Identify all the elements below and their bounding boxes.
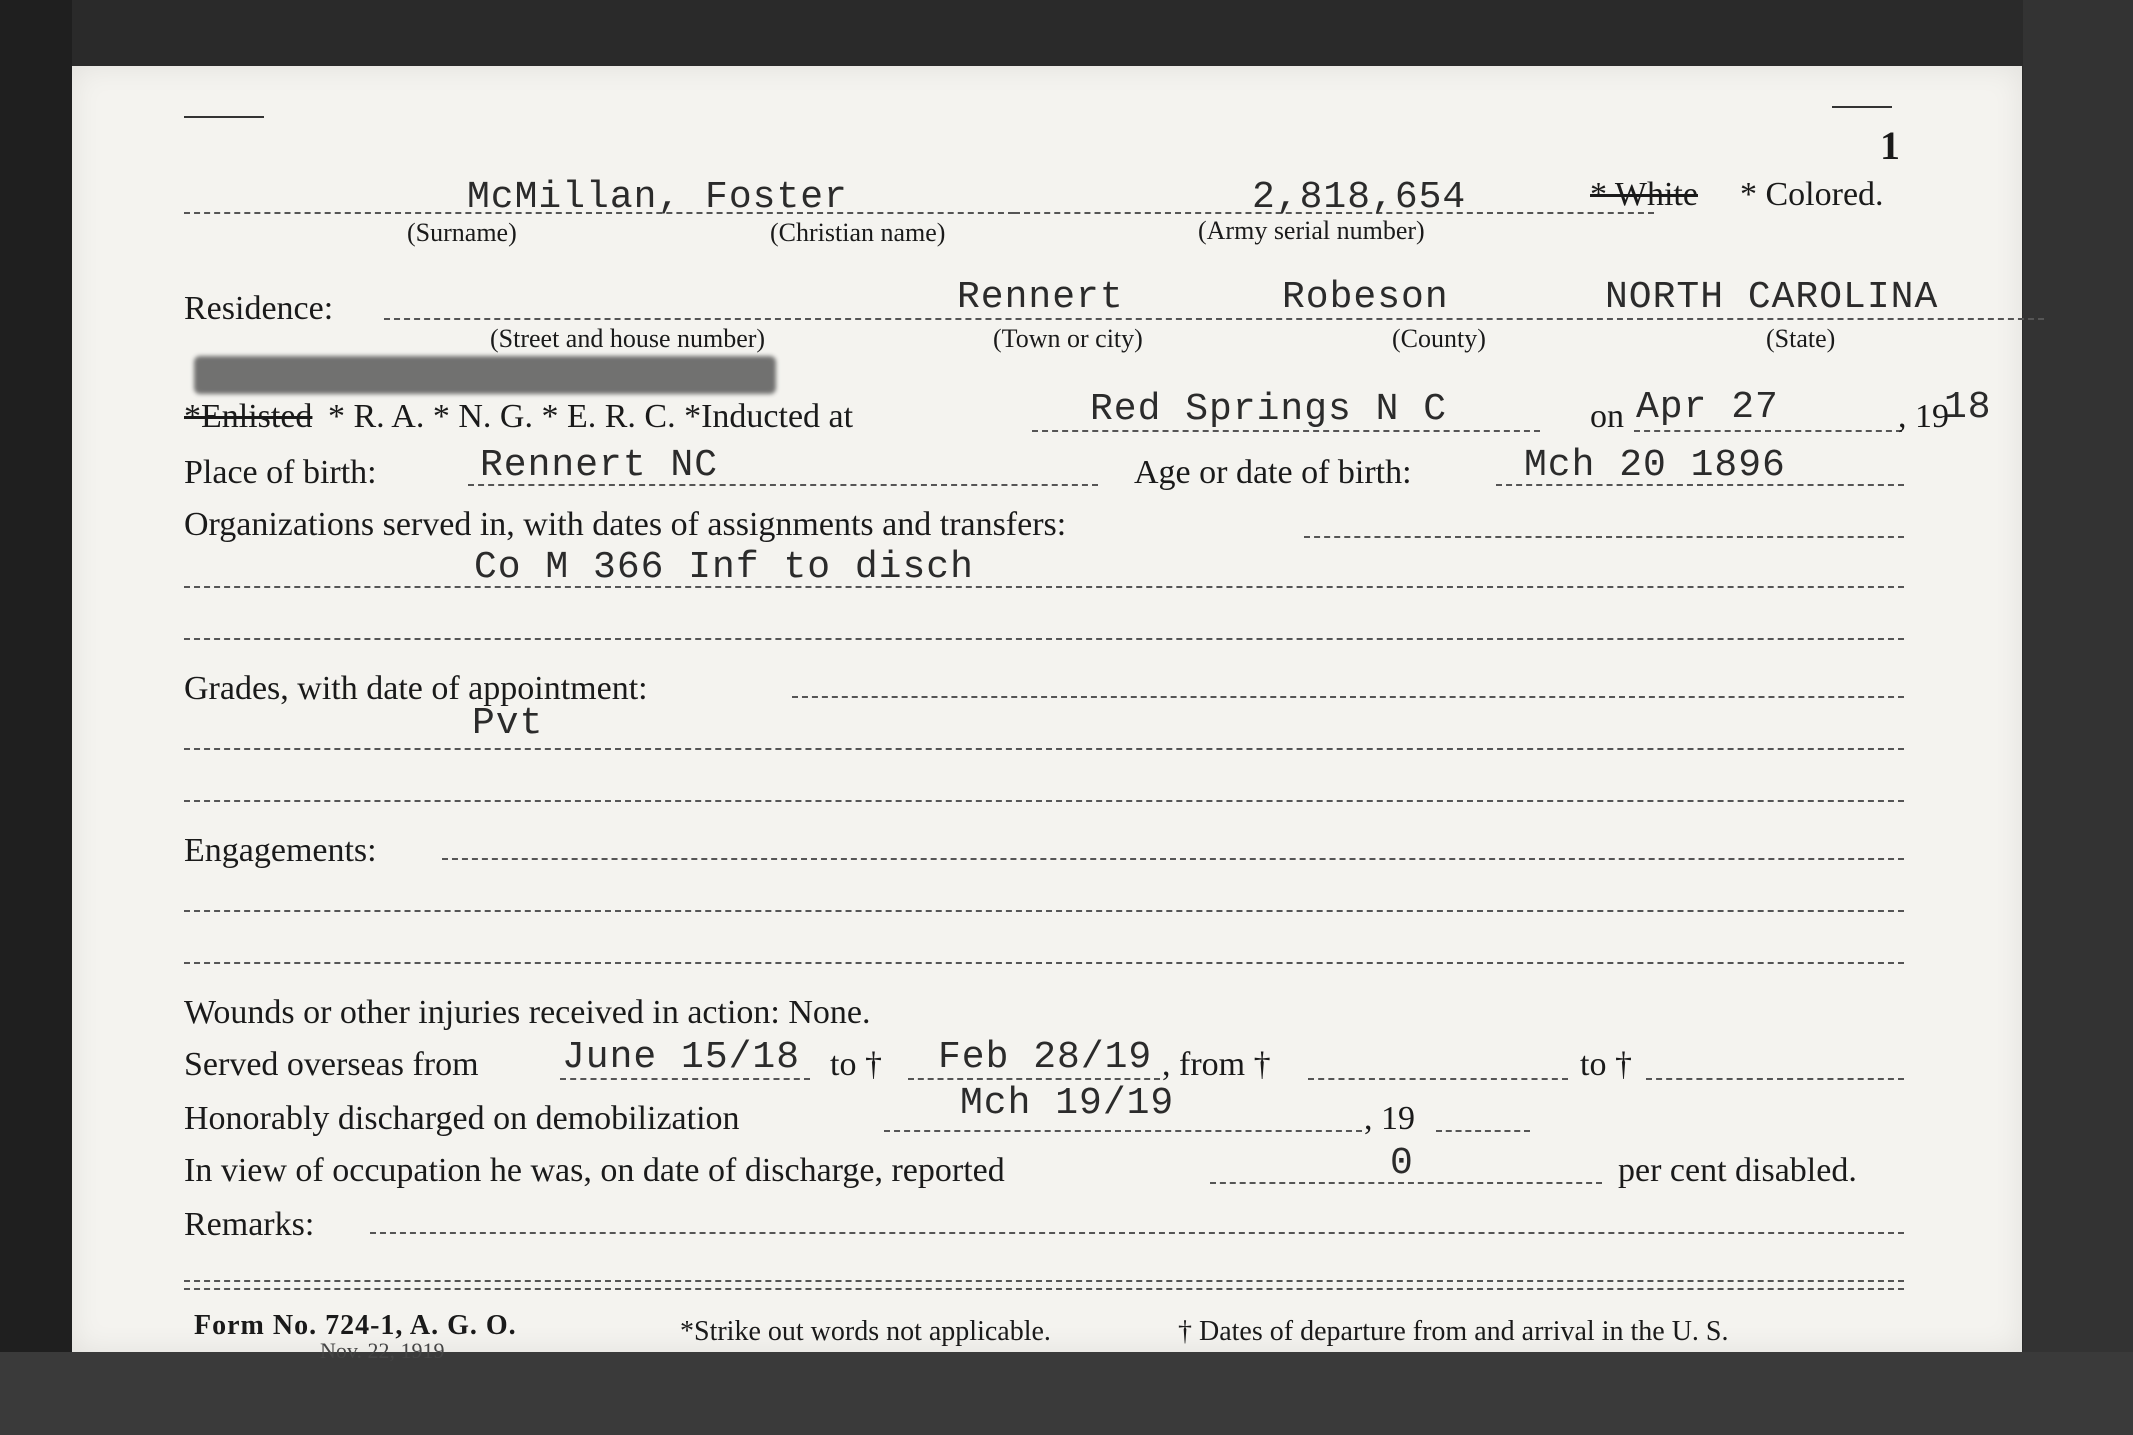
year-prefix-label: , 19 bbox=[1898, 398, 1949, 435]
race-colored-label: * Colored. bbox=[1740, 176, 1884, 213]
surname-value: McMillan, Foster bbox=[467, 176, 848, 219]
overseas-from-label-2: , from † bbox=[1162, 1046, 1271, 1083]
grades-value: Pvt bbox=[472, 702, 544, 745]
scan-border-left bbox=[0, 0, 72, 1435]
scan-border-bottom bbox=[0, 1352, 2133, 1435]
engagements-line-2 bbox=[184, 910, 1904, 912]
birth-date-value: Mch 20 1896 bbox=[1524, 444, 1786, 487]
birth-date-label: Age or date of birth: bbox=[1134, 454, 1412, 491]
disabled-label: In view of occupation he was, on date of discharge, reported bbox=[184, 1152, 1005, 1189]
remarks-line-2 bbox=[184, 1280, 1904, 1282]
redaction-smudge bbox=[194, 356, 776, 394]
remarks-label: Remarks: bbox=[184, 1206, 315, 1243]
engagements-label: Engagements: bbox=[184, 832, 377, 869]
race-white-label: * White bbox=[1590, 176, 1698, 213]
engagements-line-1 bbox=[442, 858, 1904, 860]
grades-label: Grades, with date of appointment: bbox=[184, 670, 648, 707]
county-value: Robeson bbox=[1282, 276, 1449, 319]
surname-caption: (Surname) bbox=[407, 218, 517, 247]
organizations-line-1 bbox=[1304, 536, 1904, 538]
discharged-label: Honorably discharged on demobilization bbox=[184, 1100, 740, 1137]
serial-number-value: 2,818,654 bbox=[1252, 176, 1467, 219]
inducted-date-value: Apr 27 bbox=[1636, 386, 1779, 429]
organizations-line-2 bbox=[184, 586, 1904, 588]
town-caption: (Town or city) bbox=[993, 324, 1143, 353]
overseas-to-label: to † bbox=[830, 1046, 882, 1083]
overseas-to-label-2: to † bbox=[1580, 1046, 1632, 1083]
service-record-card bbox=[72, 66, 2022, 1363]
overseas-from-value: June 15/18 bbox=[562, 1036, 801, 1079]
on-label: on bbox=[1590, 398, 1624, 435]
page-number: 1 bbox=[1880, 123, 1900, 168]
town-value: Rennert bbox=[957, 276, 1124, 319]
top-left-rule bbox=[184, 116, 264, 118]
birth-place-label: Place of birth: bbox=[184, 454, 377, 491]
inducted-date-line bbox=[1634, 430, 1902, 432]
residence-label: Residence: bbox=[184, 290, 334, 327]
enlisted-label: *Enlisted bbox=[184, 398, 313, 435]
disabled-percent-value: 0 bbox=[1390, 1142, 1414, 1185]
birth-place-value: Rennert NC bbox=[480, 444, 719, 487]
discharged-date-value: Mch 19/19 bbox=[960, 1082, 1175, 1125]
street-caption: (Street and house number) bbox=[490, 324, 766, 353]
scan-border-right bbox=[2023, 0, 2133, 1435]
disabled-suffix: per cent disabled. bbox=[1618, 1152, 1857, 1189]
discharged-year-line bbox=[1436, 1130, 1530, 1132]
footnote-strike: *Strike out words not applicable. bbox=[680, 1316, 1051, 1347]
remarks-line-3 bbox=[184, 1288, 1904, 1290]
discharged-year-prefix: , 19 bbox=[1364, 1100, 1415, 1137]
engagements-line-3 bbox=[184, 962, 1904, 964]
footnote-dates: † Dates of departure from and arrival in the U. S. bbox=[1178, 1316, 1729, 1347]
service-types-label: * R. A. * N. G. * E. R. C. *Inducted at bbox=[328, 398, 854, 435]
top-right-rule bbox=[1832, 106, 1892, 108]
grades-line-1 bbox=[792, 696, 1904, 698]
inducted-year-value: 18 bbox=[1944, 386, 1992, 429]
serial-number-caption: (Army serial number) bbox=[1198, 216, 1425, 245]
christian-name-caption: (Christian name) bbox=[770, 218, 946, 247]
overseas-label: Served overseas from bbox=[184, 1046, 479, 1083]
organizations-line-3 bbox=[184, 638, 1904, 640]
overseas-to-line-2 bbox=[1646, 1078, 1904, 1080]
wounds-label: Wounds or other injuries received in action: None. bbox=[184, 994, 871, 1031]
organizations-value: Co M 366 Inf to disch bbox=[474, 546, 974, 589]
grades-line-2 bbox=[184, 748, 1904, 750]
grades-line-3 bbox=[184, 800, 1904, 802]
state-caption: (State) bbox=[1766, 324, 1836, 353]
state-value: NORTH CAROLINA bbox=[1605, 276, 1939, 319]
discharged-line bbox=[884, 1130, 1362, 1132]
form-date: Nov. 22, 1919 bbox=[320, 1338, 445, 1363]
form-number: Form No. 724-1, A. G. O. bbox=[194, 1310, 517, 1341]
remarks-line-1 bbox=[370, 1232, 1904, 1234]
county-caption: (County) bbox=[1392, 324, 1486, 353]
overseas-to-value: Feb 28/19 bbox=[938, 1036, 1153, 1079]
organizations-label: Organizations served in, with dates of assignments and transfers: bbox=[184, 506, 1067, 543]
inducted-place-value: Red Springs N C bbox=[1090, 388, 1448, 431]
overseas-from-line-2 bbox=[1308, 1078, 1568, 1080]
